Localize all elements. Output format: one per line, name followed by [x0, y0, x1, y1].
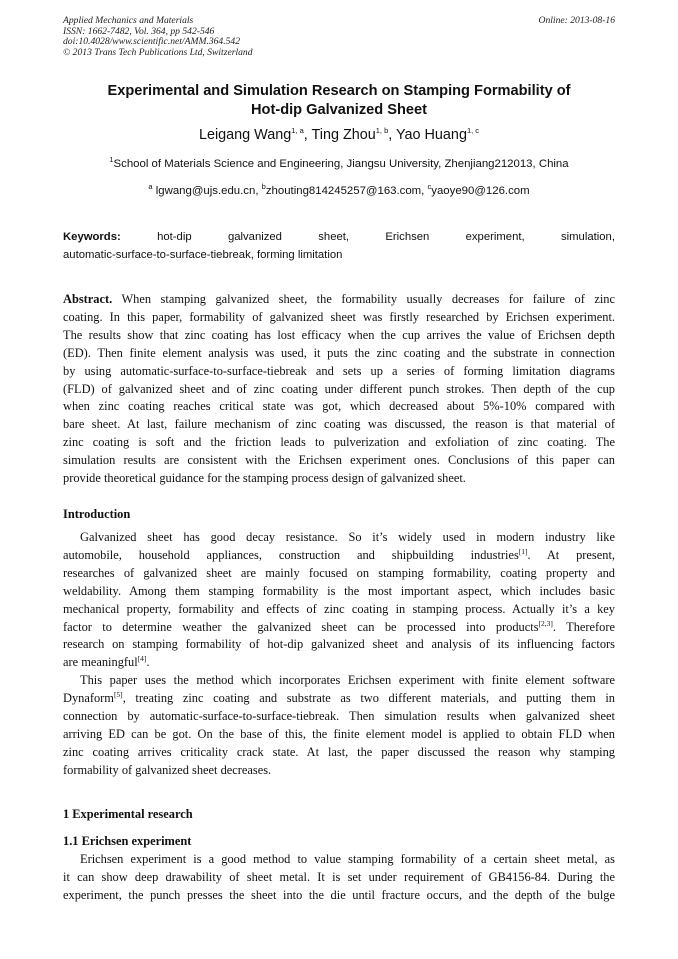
abstract-line: (ED). Then finite element analysis was used, it puts the zinc coating and the substrate in connection: [63, 345, 615, 360]
introduction-paragraph-2: [63, 672, 615, 779]
email-marker-b: b: [261, 182, 266, 192]
body-line: connection by automatic-surface-to-surface-tiebreak. Then simulation results when galvanized sheet: [63, 708, 615, 723]
journal-header: [63, 16, 615, 58]
line-text: are meaningful: [63, 655, 138, 670]
email-marker-a: a: [148, 182, 153, 192]
email-marker-c: c: [427, 182, 432, 192]
citation: [5]: [113, 689, 123, 699]
author-list: [63, 126, 615, 144]
abstract: [63, 291, 615, 488]
body-line: it can show deep drawability of sheet metal. It is set under requirement of GB4156-84. During the: [63, 869, 615, 884]
affiliation: [63, 157, 615, 172]
line-text: .: [146, 655, 150, 670]
keywords-label: Keywords:: [63, 231, 121, 243]
body-line: formability of galvanized sheet decreases.: [63, 762, 272, 777]
section-1-1-heading: 1.1 Erichsen experiment: [63, 834, 192, 848]
body-line: [63, 619, 615, 637]
abstract-line: by using automatic-surface-to-surface-tiebreak and sets up a series of forming limitation diagrams: [63, 363, 615, 378]
keyword: Erichsen: [385, 231, 430, 243]
introduction-heading: Introduction: [63, 507, 131, 521]
section-1-1-paragraph: [63, 851, 615, 905]
line-text: factor to determine weather the galvanized sheet can be processed into products: [63, 619, 539, 634]
body-line: [63, 547, 615, 565]
body-line: Galvanized sheet has good decay resistance. So it’s widely used in modern industry like: [80, 530, 615, 544]
body-line: [63, 654, 615, 672]
author-2-affil: 1, b: [375, 126, 389, 136]
body-line: weldability. Among them stamping formability is the most important aspect, which includes basic: [63, 583, 615, 598]
abstract-label: Abstract.: [63, 292, 113, 306]
abstract-line: coating. In this paper, formability of galvanized sheet was firstly researched by Erichsen experiment.: [63, 309, 615, 324]
line-text: . Therefore: [552, 619, 615, 634]
email-a: lgwang@ujs.edu.cn,: [152, 185, 262, 197]
body-line: Erichsen experiment is a good method to value stamping formability of a certain sheet metal, as: [80, 852, 615, 866]
line-text: Dynaform: [63, 690, 114, 705]
keyword: galvanized: [227, 231, 282, 243]
title-line-2: Hot-dip Galvanized Sheet: [251, 102, 427, 118]
title-line-1: Experimental and Simulation Research on Stamping Formability of: [107, 83, 571, 99]
abstract-line: (FLD) of galvanized sheet and of zinc coating under different punch strokes. Then depth of the cup: [63, 381, 615, 396]
body-line: arriving ED can be got. On the base of this, the finite element model is applied to obtain FLD when: [63, 726, 615, 741]
paper-title: [63, 82, 615, 120]
abstract-line: provide theoretical guidance for the stamping process design of galvanized sheet.: [63, 471, 466, 486]
body-line: research on stamping formability of hot-dip galvanized sheet and analysis of its influencing factors: [63, 637, 615, 652]
author-2: , Ting Zhou: [303, 127, 376, 143]
line-text: , treating zinc coating and substrate as two different materials, and putting them in: [122, 690, 615, 705]
body-line: researches of galvanized sheet are mainly focused on stamping formability, coating property and: [63, 565, 615, 580]
citation: [2,3]: [538, 618, 553, 628]
journal-name: Applied Mechanics and Materials: [63, 15, 194, 26]
abstract-line: zinc coating is soft and the friction leads to pulverization and exfoliation of zinc coating. The: [63, 435, 615, 450]
keyword: simulation,: [560, 231, 615, 243]
body-line: mechanical property, formability and effects of zinc coating in stamping process. Actually it’s a key: [63, 601, 615, 616]
keyword: hot-dip: [157, 231, 192, 243]
online-date: Online: 2013-08-16: [538, 15, 615, 26]
citation: [4]: [137, 654, 147, 664]
body-line: This paper uses the method which incorporates Erichsen experiment with finite element software: [80, 673, 615, 687]
author-3: , Yao Huang: [388, 127, 467, 143]
keyword: sheet,: [318, 231, 350, 243]
keywords-line-2: automatic-surface-to-surface-tiebreak, forming limitation: [63, 248, 343, 261]
author-emails: [63, 184, 615, 199]
introduction-paragraph-1: [63, 529, 615, 672]
doi-line: doi:10.4028/www.scientific.net/AMM.364.542: [63, 36, 241, 48]
author-3-affil: 1, c: [466, 126, 480, 136]
keywords-block: [63, 229, 615, 264]
abstract-line: simulation results are consistent with the Erichsen experiment ones. Conclusions of this paper can: [63, 453, 615, 468]
keyword: experiment,: [465, 231, 525, 243]
author-1: Leigang Wang: [198, 127, 292, 143]
issn-line: ISSN: 1662-7482, Vol. 364, pp 542-546: [63, 25, 215, 37]
copyright-line: © 2013 Trans Tech Publications Ltd, Switzerland: [63, 46, 253, 58]
affiliation-text: School of Materials Science and Engineering, Jiangsu University, Zhenjiang212013, China: [113, 158, 569, 170]
line-text: . At present,: [527, 547, 615, 562]
citation: [1]: [518, 546, 528, 556]
abstract-line: bare sheet. At last, failure mechanism of zinc coating was discussed, the reason is that material of: [63, 417, 615, 432]
abstract-line: when zinc coating reaches critical state was got, which decreased about 5%-10% compared with: [63, 399, 615, 414]
abstract-line: The results show that zinc coating has lost efficacy when the cup arrives the value of Erichsen depth: [63, 327, 615, 342]
body-line: experiment, the punch presses the sheet into the die until fracture occurs, and the depth of the bulge: [63, 887, 615, 902]
body-line: [63, 690, 615, 708]
author-1-affil: 1, a: [291, 126, 304, 136]
email-b: zhouting814245257@163.com,: [265, 185, 428, 197]
affiliation-marker: 1: [109, 155, 114, 165]
section-1-heading: 1 Experimental research: [63, 807, 193, 821]
abstract-text: When stamping galvanized sheet, the formability usually decreases for failure of zinc: [112, 292, 615, 306]
line-text: automobile, household appliances, construction and shipbuilding industries: [63, 547, 519, 562]
abstract-line: [63, 291, 615, 309]
email-c: yaoye90@126.com: [431, 185, 530, 197]
body-line: zinc coating arrives criticality crack state. At last, the paper discussed the reason why stamping: [63, 744, 615, 759]
keywords-line-1: [63, 229, 615, 247]
